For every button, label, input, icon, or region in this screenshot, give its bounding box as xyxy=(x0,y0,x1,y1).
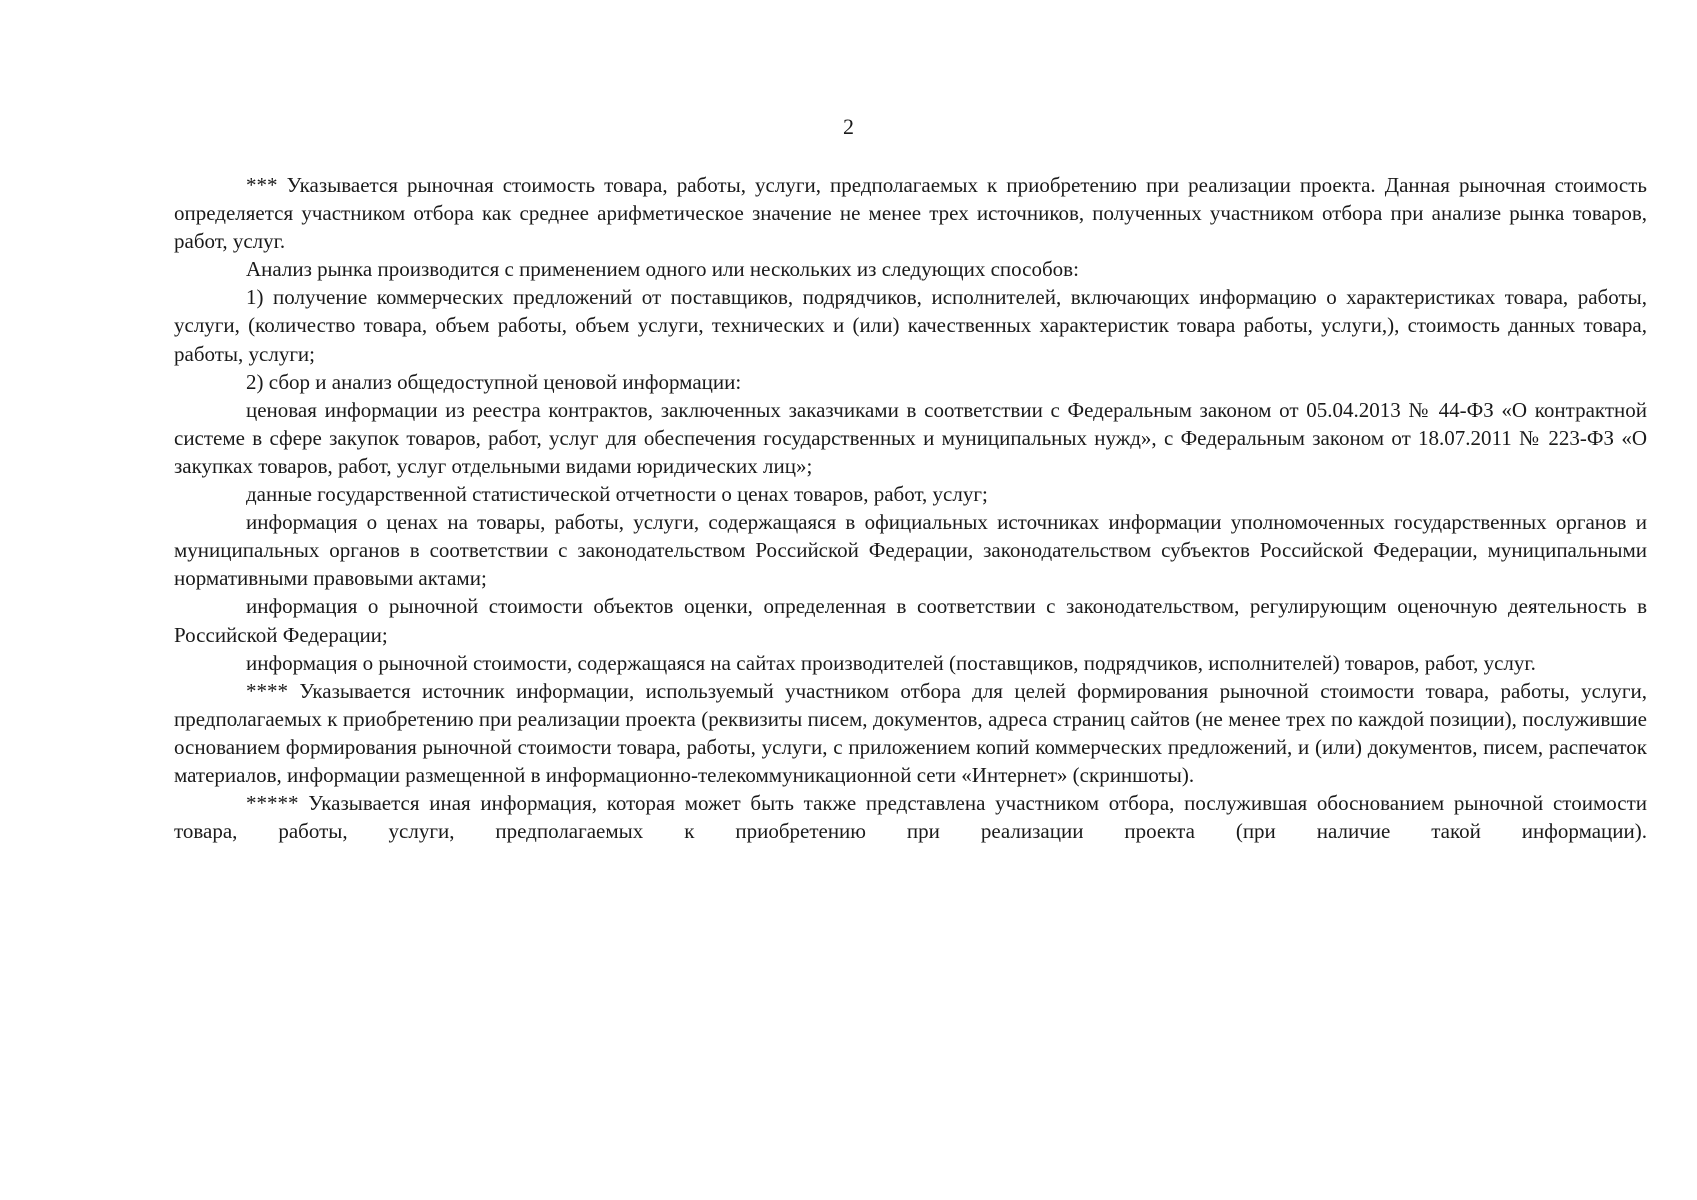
document-body xyxy=(174,171,1647,845)
method-commercial-offers: 1) получение коммерческих предложений от поставщиков, подрядчиков, исполнителей, включающих информацию о характеристиках товара, работы, услуги, (количество товара, объем работы, объем услуги, технических и (или) качественных характеристик товара работы, услуги,), стоимость данных товара, работы, услуги; xyxy=(174,285,1647,366)
source-contract-registry: ценовая информации из реестра контрактов, заключенных заказчиками в соответствии с Федеральным законом от 05.04.2013 № 44-ФЗ «О контрактной системе в сфере закупок товаров, работ, услуг для обеспечения государственных и муниципальных нужд», с Федеральным законом от 18.07.2011 № 223-ФЗ «О закупках товаров, работ, услуг отдельными видами юридических лиц»; xyxy=(174,397,1647,478)
source-statistics: данные государственной статистической отчетности о ценах товаров, работ, услуг; xyxy=(246,482,988,507)
footnote-three-stars: *** Указывается рыночная стоимость товара, работы, услуги, предполагаемых к приобретению при реализации проекта. Данная рыночная стоимость определяется участником отбора как среднее арифметическое значение не менее трех источников, полученных участником отбора при анализе рынка товаров, работ, услуг. xyxy=(174,173,1647,254)
source-official-info: информация о ценах на товары, работы, услуги, содержащаяся в официальных источниках информации уполномоченных государственных органов и муниципальных органов в соответствии с законодательством Российской Федерации, законодательством субъектов Российской Федерации, муниципальными нормативными правовыми актами; xyxy=(174,510,1647,591)
page-number: 2 xyxy=(843,114,854,139)
market-analysis-intro: Анализ рынка производится с применением одного или нескольких из следующих способов: xyxy=(246,257,1079,282)
source-valuation: информация о рыночной стоимости объектов оценки, определенная в соответствии с законодательством, регулирующим оценочную деятельность в Российской Федерации; xyxy=(174,594,1647,647)
footnote-four-stars: **** Указывается источник информации, используемый участником отбора для целей формирования рыночной стоимости товара, работы, услуги, предполагаемых к приобретению при реализации проекта (реквизиты писем, документов, адреса страниц сайтов (не менее трех по каждой позиции), послужившие основанием формирования рыночной стоимости товара, работы, услуги, с приложением копий коммерческих предложений, и (или) документов, писем, распечаток материалов, информации размещенной в информационно-телекоммуникационной сети «Интернет» (скриншоты). xyxy=(174,678,1647,787)
footnote-five-stars: ***** Указывается иная информация, которая может быть также представлена участником отбора, послужившая обоснованием рыночной стоимости товара, работы, услуги, предполагаемых к приобретению при реализации проекта (при наличие такой информации). xyxy=(174,791,1647,844)
method-public-price-info: 2) сбор и анализ общедоступной ценовой информации: xyxy=(246,369,742,394)
source-manufacturer-sites: информация о рыночной стоимости, содержащаяся на сайтах производителей (поставщиков, подрядчиков, исполнителей) товаров, работ, услуг. xyxy=(246,650,1536,675)
